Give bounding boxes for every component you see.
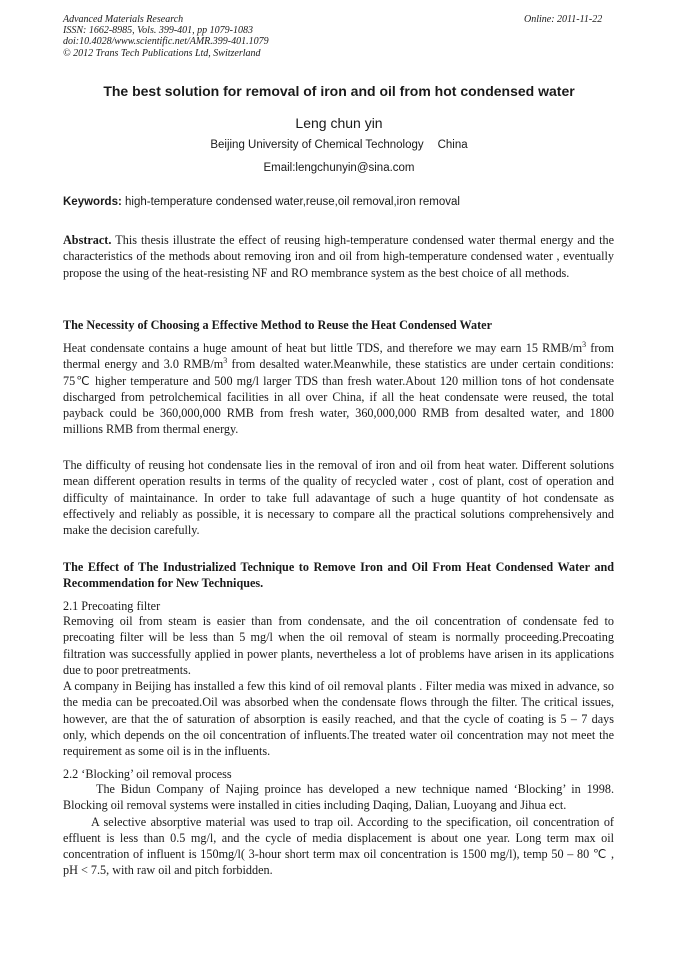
s21-paragraph-1: Removing oil from steam is easier than from condensate, and the oil concentration of condensate fed to precoating filter will be less than 5 mg/l when the oil removal of steam is normally proceeding.Precoating filtration was successfully applied in power plants, nevertheless a lot of problems have arisen in its applications due to poor pretreatments. bbox=[63, 614, 614, 677]
subsection-2-2-title: 2.2 ‘Blocking’ oil removal process bbox=[63, 767, 232, 781]
s1p1-text-c: from desalted water.Meanwhile, these statistics are under certain conditions: 75℃ higher temperature and 500 mg/l larger TDS than fresh water.About 120 million tons of hot condensate discharged from petrolchemical facilities in all over China, if all the heat condensate were reused, the total payback could be 360,000,000 RMB from fresh water, 360,000,000 RMB from desalted water, and 1800 millions RMB from thermal energy. bbox=[63, 357, 614, 437]
author-name: Leng chun yin bbox=[295, 115, 383, 131]
paper-title: The best solution for removal of iron and oil from hot condensed water bbox=[103, 83, 575, 99]
keywords-label: Keywords: bbox=[63, 196, 122, 208]
section2-heading: The Effect of The Industrialized Technique to Remove Iron and Oil From Heat Condensed Water and Recommendation for New Techniques. bbox=[63, 560, 614, 591]
s21-paragraph-2: A company in Beijing has installed a few this kind of oil removal plants . Filter media was mixed in advance, so the media can be precoated.Oil was absorbed when the condensate flows through the filter. The critical issues, however, are that the of saturation of absorption is easily reached, and that the cycle of coating is 5 – 7 days only, which depends on the oil concentration of influents.The treated water oil concentration may not meet the requirement as some oil is in the influents. bbox=[63, 679, 614, 759]
keywords bbox=[63, 196, 460, 208]
section1-paragraph-2: The difficulty of reusing hot condensate lies in the removal of iron and oil from heat water. Different solutions mean different operation results in terms of the quality of recycled water , cost of plant, cost of operation and difficulty of maintainance. In order to take full adavantage of such a huge quantity of hot condensate as effectively and reliably as possible, it is necessary to compare all the practical solutions comprehensively and make the decision carefully. bbox=[63, 458, 614, 538]
author-email: Email:lengchunyin@sina.com bbox=[263, 162, 415, 174]
doi-line: doi:10.4028/www.scientific.net/AMR.399-401.1079 bbox=[63, 36, 269, 48]
subsection-2-2-body bbox=[63, 781, 614, 879]
online-date: Online: 2011-11-22 bbox=[524, 14, 603, 25]
abstract-label: Abstract. bbox=[63, 233, 112, 247]
issn-line: ISSN: 1662-8985, Vols. 399-401, pp 1079-1083 bbox=[63, 25, 253, 37]
journal-header bbox=[63, 14, 269, 59]
country: China bbox=[437, 139, 468, 151]
journal-name: Advanced Materials Research bbox=[63, 14, 184, 25]
section1-heading: The Necessity of Choosing a Effective Method to Reuse the Heat Condensed Water bbox=[63, 318, 492, 332]
abstract-text: This thesis illustrate the effect of reusing high-temperature condensed water thermal energy and the characteristics of the methods about removing iron and oil from high-temperature condensed water , eventually propose the using of the heat-resisting NF and RO membrance system as the best choice of all methods. bbox=[63, 233, 615, 280]
subsection-2-1-title: 2.1 Precoating filter bbox=[63, 599, 161, 613]
subsection-2-1-body bbox=[63, 613, 614, 760]
s22-paragraph-2: A selective absorptive material was used to trap oil. According to the specification, oil concentration of effluent is less than 0.5 mg/l, and the cycle of media displacement is about one year. Long term max oil concentration of influent is 150mg/l( 3-hour short term max oil concentration is 1500 mg/l), temp 50 – 80 ℃ , pH < 7.5, with raw oil and pitch forbidden. bbox=[63, 814, 614, 878]
superscript: 3 bbox=[223, 356, 228, 366]
s1p1-text-b: from thermal energy and 3.0 RMB/m bbox=[63, 341, 614, 372]
section1-paragraph-1 bbox=[63, 340, 614, 438]
s22-paragraph-1: The Bidun Company of Najing proince has developed a new technique named ‘Blocking’ in 1998. Blocking oil removal systems were installed in cities including Daqing, Dalian, Luoyang and Jihua ect. bbox=[63, 782, 614, 813]
keywords-text: high-temperature condensed water,reuse,oil removal,iron removal bbox=[125, 196, 460, 208]
abstract bbox=[63, 232, 614, 281]
copyright-line: © 2012 Trans Tech Publications Ltd, Switzerland bbox=[63, 47, 261, 59]
affiliation bbox=[0, 139, 678, 151]
institution: Beijing University of Chemical Technology bbox=[210, 139, 424, 151]
s1p1-text-a: Heat condensate contains a huge amount of heat but little TDS, and therefore we may earn 15 RMB/m bbox=[63, 341, 583, 355]
superscript: 3 bbox=[582, 339, 587, 349]
